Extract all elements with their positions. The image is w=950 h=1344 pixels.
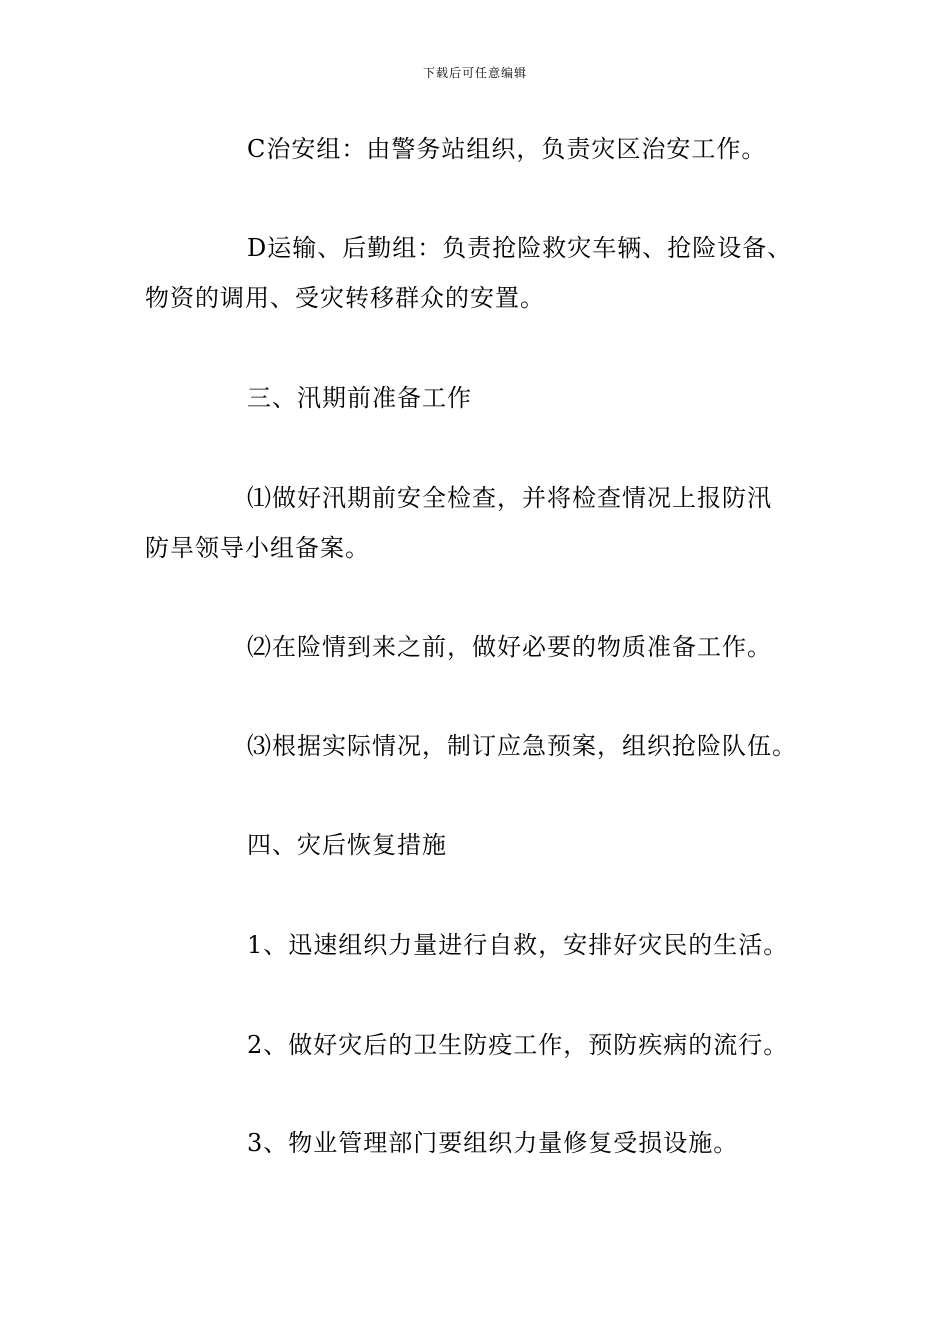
paragraph-security-group: [145, 124, 810, 174]
list-item-3: [145, 721, 810, 771]
paragraph-line: 物资的调用、受灾转移群众的安置。: [145, 284, 545, 312]
list-item-2: [145, 622, 810, 672]
section-heading: 四、灾后恢复措施: [247, 831, 447, 859]
paragraph-line: 3、物业管理部门要组织力量修复受损设施。: [247, 1129, 739, 1157]
paragraph-line: ⑴做好汛期前安全检查，并将检查情况上报防汛: [247, 484, 772, 512]
paragraph-logistics-group: [145, 223, 810, 323]
paragraph-line: ⑵在险情到来之前，做好必要的物质准备工作。: [247, 633, 772, 661]
paragraph-line: D运输、后勤组：负责抢险救灾车辆、抢险设备、: [247, 234, 793, 262]
section-heading-preparation: [145, 373, 810, 423]
header-note: 下载后可任意编辑: [422, 66, 527, 80]
paragraph-line: C治安组：由警务站组织，负责灾区治安工作。: [247, 135, 767, 163]
paragraph-line: 1、迅速组织力量进行自救，安排好灾民的生活。: [247, 931, 789, 959]
section-heading-recovery: [145, 820, 810, 870]
recovery-item-1: [145, 920, 810, 970]
paragraph-line: 防旱领导小组备案。: [145, 534, 370, 562]
paragraph-line: 2、做好灾后的卫生防疫工作，预防疾病的流行。: [247, 1031, 789, 1059]
recovery-item-3: [145, 1118, 810, 1168]
list-item-1: [145, 473, 810, 573]
paragraph-line: ⑶根据实际情况，制订应急预案，组织抢险队伍。: [247, 732, 797, 760]
recovery-item-2: [145, 1020, 810, 1070]
section-heading: 三、汛期前准备工作: [247, 384, 472, 412]
